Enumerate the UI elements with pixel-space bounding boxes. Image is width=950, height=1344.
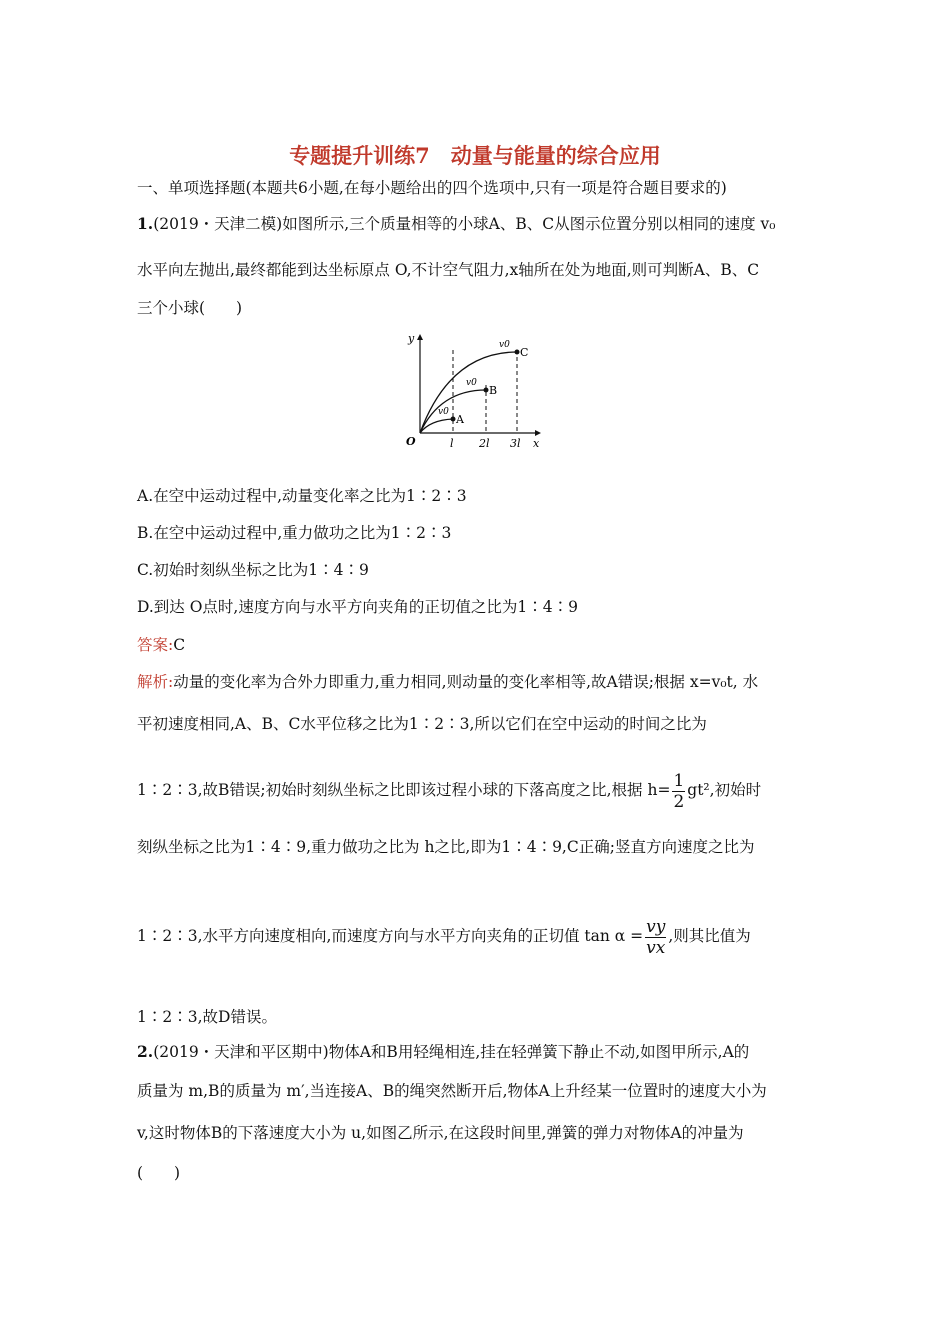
ball-b-label: B xyxy=(489,384,498,397)
x-axis-label: x xyxy=(533,437,540,450)
page-title: 专题提升训练7 动量与能量的综合应用 xyxy=(289,143,661,168)
q2-stem-1: (2019・天津和平区期中)物体A和B用轻绳相连,挂在轻弹簧下静止不动,如图甲所示,A的 xyxy=(153,1043,750,1061)
analysis-line-1 xyxy=(137,671,758,693)
q1-stem-2: 水平向左抛出,最终都能到达坐标原点 O,不计空气阻力,x轴所在处为地面,则可判断A、B、C xyxy=(137,261,760,279)
trajectory-c xyxy=(420,352,517,433)
fraction-vx: vx xyxy=(646,937,666,958)
origin-label: O xyxy=(406,435,416,448)
q2-stem-2: 质量为 m,B的质量为 m′,当连接A、B的绳突然断开后,物体A上升经某一位置时的速度大小为 xyxy=(137,1082,767,1100)
ball-c-label: C xyxy=(520,346,529,359)
y-axis-arrow xyxy=(417,334,423,340)
fraction-half xyxy=(672,771,685,812)
velocity-label-c: v0 xyxy=(499,340,510,350)
velocity-label-a: v0 xyxy=(438,407,449,417)
q1-stem-3: 三个小球( ) xyxy=(137,299,243,317)
q1-stem-1: (2019・天津二模)如图所示,三个质量相等的小球A、B、C从图示位置分别以相同的速度 v₀ xyxy=(153,215,776,233)
option-d: D.到达 O点时,速度方向与水平方向夹角的正切值之比为1∶4∶9 xyxy=(137,598,578,616)
analysis-text-3b: gt²,初始时 xyxy=(687,781,762,799)
answer-label: 答案: xyxy=(137,636,174,654)
fraction-vy: vy xyxy=(646,916,666,937)
tick-label-3l: 3l xyxy=(510,437,521,450)
fraction-half-denominator: 2 xyxy=(673,791,685,812)
analysis-line-5 xyxy=(137,914,751,958)
fraction-half-numerator: 1 xyxy=(673,770,685,791)
ball-b xyxy=(484,388,489,393)
analysis-line-2: 平初速度相同,A、B、C水平位移之比为1∶2∶3,所以它们在空中运动的时间之比为 xyxy=(137,715,707,733)
tick-label-2l: 2l xyxy=(479,437,490,450)
analysis-line-6: 1∶2∶3,故D错误。 xyxy=(137,1008,277,1026)
option-c: C.初始时刻纵坐标之比为1∶4∶9 xyxy=(137,561,369,579)
q2-number: 2. xyxy=(137,1042,154,1061)
option-a: A.在空中运动过程中,动量变化率之比为1∶2∶3 xyxy=(137,487,467,505)
section-heading: 一、单项选择题(本题共6小题,在每小题给出的四个选项中,只有一项是符合题目要求的) xyxy=(137,179,727,197)
analysis-line-4: 刻纵坐标之比为1∶4∶9,重力做功之比为 h之比,即为1∶4∶9,C正确;竖直方向速度之比为 xyxy=(137,838,755,856)
analysis-text-1: 动量的变化率为合外力即重力,重力相同,则动量的变化率相等,故A错误;根据 x=v₀t, 水 xyxy=(173,673,759,691)
x-axis-arrow xyxy=(535,430,541,436)
analysis-text-5a: 1∶2∶3,水平方向速度相向,而速度方向与水平方向夹角的正切值 tan α = xyxy=(137,927,644,945)
q2-stem-3: v,这时物体B的下落速度大小为 u,如图乙所示,在这段时间里,弹簧的弹力对物体A的冲量为 xyxy=(137,1124,744,1142)
y-axis-label: y xyxy=(408,332,415,345)
tick-label-l: l xyxy=(450,437,454,450)
velocity-label-b: v0 xyxy=(466,378,477,388)
ball-c xyxy=(515,350,520,355)
projectile-figure xyxy=(400,330,560,455)
analysis-text-3a: 1∶2∶3,故B错误;初始时刻纵坐标之比即该过程小球的下落高度之比,根据 h= xyxy=(137,781,671,799)
ball-a xyxy=(451,417,456,422)
fraction-vy-vx xyxy=(645,917,666,958)
q1-number: 1. xyxy=(137,214,154,233)
analysis-line-3 xyxy=(137,768,761,812)
answer-line xyxy=(137,634,185,656)
ball-a-label: A xyxy=(456,413,464,426)
q2-stem-4: ( ) xyxy=(137,1164,181,1182)
q2-line-1 xyxy=(137,1041,749,1063)
analysis-label: 解析: xyxy=(137,673,174,691)
option-b: B.在空中运动过程中,重力做功之比为1∶2∶3 xyxy=(137,524,452,542)
analysis-text-5b: ,则其比值为 xyxy=(668,927,751,945)
q1-line-1 xyxy=(137,213,776,235)
answer-value: C xyxy=(173,636,186,654)
